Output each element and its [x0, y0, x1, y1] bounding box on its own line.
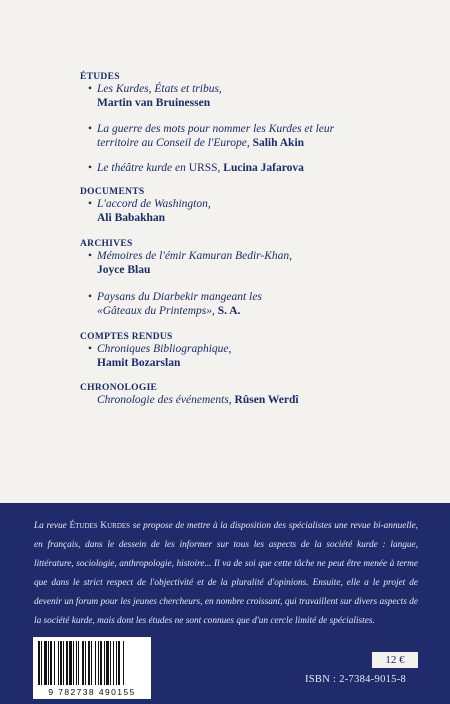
entry-author: Lucina Jafarova [223, 162, 304, 174]
barcode-bar [76, 641, 77, 685]
bullet-icon: • [88, 343, 93, 355]
isbn-number: ISBN : 2-7384-9015-8 [305, 674, 407, 685]
toc-entry [88, 82, 222, 110]
entry-title: La guerre des mots pour nommer les Kurdes et leur [97, 123, 335, 135]
toc-entry [88, 249, 293, 277]
entry-title: Les Kurdes, États et tribus, [97, 83, 222, 95]
barcode-bar [54, 641, 55, 685]
entry-title: «Gâteaux du Printemps» [97, 305, 212, 317]
entry-title: Chroniques Bibliographique, [97, 343, 232, 355]
bullet-icon: • [88, 123, 93, 135]
bullet-icon: • [88, 162, 93, 174]
barcode-bar [113, 641, 114, 685]
barcode-bar [38, 641, 40, 685]
barcode-bar [118, 641, 120, 685]
section-title-documents: DOCUMENTS [80, 187, 145, 197]
entry-title: Paysans du Diarbekir mangeant les [97, 291, 262, 303]
barcode-bar [66, 641, 68, 685]
section-title-chronologie: CHRONOLOGIE [80, 383, 158, 393]
barcode-digits: 9 782738 490155 [48, 687, 136, 697]
barcode-bar [116, 641, 117, 685]
barcode-bar [69, 641, 72, 685]
barcode-bar [48, 641, 49, 685]
entry-title: Mémoires de l'émir Kamuran Bedir-Khan, [97, 250, 293, 262]
toc-entry: • Le théâtre kurde en URSS, Lucina Jafarova [88, 162, 304, 174]
entry-author: Joyce Blau [97, 264, 151, 276]
barcode-bar [58, 641, 59, 685]
bullet-icon: • [88, 198, 93, 210]
barcode-bar [123, 641, 124, 685]
entry-title: Le théâtre kurde en [97, 162, 189, 174]
barcode-bar [73, 641, 74, 685]
barcode-bar [44, 641, 47, 685]
toc-entry [88, 342, 232, 370]
price-tag: 12 € [372, 652, 418, 668]
barcode-bar [91, 641, 92, 685]
barcode-bar [63, 641, 64, 685]
entry-author: Ali Babakhan [97, 212, 166, 224]
barcode [33, 637, 151, 699]
section-title-archives: ARCHIVES [80, 239, 133, 249]
description-text [34, 517, 418, 631]
entry-author: Rûsen Werdî [234, 394, 299, 406]
barcode-bar [82, 641, 84, 685]
barcode-bar [60, 641, 62, 685]
barcode-icon [38, 641, 146, 685]
section-title-etudes: ÉTUDES [80, 72, 120, 82]
entry-title: L'accord de Washington, [97, 198, 211, 210]
barcode-bar [41, 641, 42, 685]
bullet-icon: • [88, 250, 93, 262]
barcode-bar [78, 641, 79, 685]
barcode-bar [85, 641, 86, 685]
bullet-icon: • [88, 83, 93, 95]
entry-title: Chronologie des événements, [97, 394, 232, 406]
entry-author: Martin van Bruinessen [97, 97, 211, 109]
barcode-bar [50, 641, 52, 685]
barcode-bar [95, 641, 96, 685]
entry-title-abbrev: URSS [188, 162, 218, 174]
toc-entry: • Paysans du Diarbekir mangeant les «Gâteaux du Printemps», S. A. [88, 291, 262, 317]
barcode-bar [98, 641, 99, 685]
entry-author: Hamit Bozarslan [97, 357, 181, 369]
bullet-icon: • [88, 291, 93, 303]
entry-title: territoire au Conseil de l'Europe, [97, 137, 250, 149]
barcode-bar [104, 641, 105, 685]
barcode-bar [88, 641, 90, 685]
description-part: se propose de mettre à la disposition des spécialistes une revue bi-annuelle, en français, dans le dessein de les informer sur tous les aspects de la société kurde : langue, littérature, sociologie, anthropologie, histoire... Il va de soi que cette tâche ne peut être menée à terme que dans le strict respect de l'objectivité et de la pluralité d'opinions. Ensuite, elle a le projet de devenir un forum pour les jeunes chercheurs, en nombre croissant, qui travaillent sur divers aspects de la société kurde, mais dont les études ne sont connues que d'un cercle limité de spécialistes. [34, 521, 418, 626]
entry-author: Salih Akin [252, 137, 305, 149]
description-part: La revue [34, 521, 70, 531]
barcode-bar [106, 641, 109, 685]
journal-name: Études Kurdes [69, 521, 131, 531]
toc-entry [88, 197, 211, 225]
section-title-comptes-rendus: COMPTES RENDUS [80, 332, 173, 342]
barcode-bar [110, 641, 111, 685]
toc-entry [88, 122, 335, 150]
barcode-bar [100, 641, 102, 685]
entry-author: S. A. [217, 305, 241, 317]
toc-entry [97, 393, 299, 407]
